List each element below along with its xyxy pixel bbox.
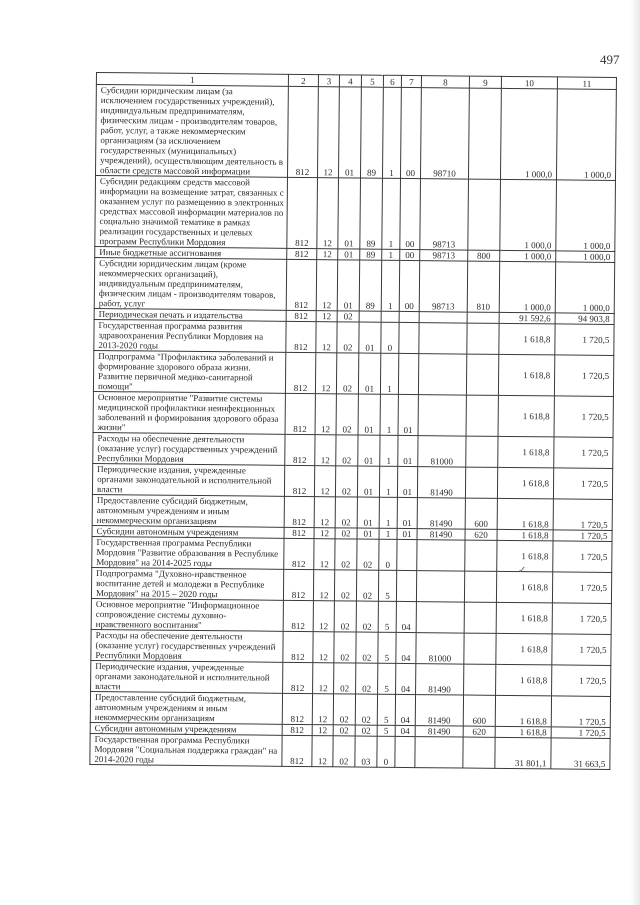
code-cell-col2: 812 — [283, 631, 313, 662]
code-cell-col7: 00 — [400, 249, 420, 260]
code-cell-col5: 02 — [356, 570, 378, 601]
code-cell-col2: 812 — [284, 496, 314, 527]
code-cell-col5: 01 — [357, 466, 379, 497]
row-name-cell: Субсидии автономным учреждениям — [92, 525, 284, 538]
row-name-cell: Субсидии юридическим лицам (кроме некоммерческих организаций), индивидуальным предпринимателям, физическим лицам - производителям товаров, работ, услуг — [94, 257, 286, 310]
code-cell-col6: 1 — [379, 528, 397, 539]
code-cell-col5: 02 — [355, 694, 377, 725]
code-cell-col4: 02 — [334, 601, 356, 632]
code-cell-col6: 0 — [381, 322, 399, 353]
header-cell-1: 1 — [96, 73, 288, 87]
code-cell-col4: 02 — [335, 528, 357, 539]
amount-cell-col11: 1 720,5 — [552, 634, 611, 666]
code-cell-col8 — [418, 395, 466, 436]
code-cell-col5: 01 — [359, 322, 381, 353]
code-cell-col4: 02 — [334, 570, 356, 601]
code-cell-col4: 02 — [336, 353, 358, 394]
code-cell-col2: 812 — [285, 393, 315, 434]
code-cell-col6: 5 — [377, 694, 395, 725]
code-cell-col8: 98710 — [420, 88, 469, 179]
header-cell-11: 11 — [557, 77, 616, 90]
code-cell-col8: 81000 — [418, 436, 466, 467]
code-cell-col8 — [416, 571, 464, 602]
code-cell-col4: 02 — [333, 736, 355, 767]
code-cell-col4: 01 — [338, 178, 361, 249]
header-cell-6: 6 — [383, 75, 401, 87]
code-cell-col9 — [466, 395, 498, 436]
amount-cell-col11: 1 720,5 — [552, 665, 611, 697]
code-cell-col2: 812 — [286, 310, 316, 321]
code-cell-col2: 812 — [284, 527, 314, 538]
table-row — [90, 733, 610, 769]
code-cell-col6: 1 — [379, 497, 397, 528]
code-cell-col6: 1 — [382, 249, 400, 260]
code-cell-col3: 12 — [313, 570, 334, 601]
code-cell-col9 — [464, 602, 496, 633]
table-row — [92, 463, 612, 499]
code-cell-col6: 5 — [378, 570, 396, 601]
code-cell-col9 — [466, 354, 498, 395]
table-row — [94, 257, 614, 313]
code-cell-col5: 89 — [359, 260, 381, 311]
code-cell-col4: 02 — [334, 632, 356, 663]
code-cell-col9: 600 — [463, 695, 495, 726]
amount-cell-col10: 1 618,8 — [497, 529, 553, 541]
code-cell-col6: 5 — [378, 601, 396, 632]
code-cell-col8: 98713 — [419, 261, 467, 312]
table-row — [96, 85, 617, 181]
code-cell-col3: 12 — [313, 632, 334, 663]
amount-cell-col10: 1 000,0 — [500, 250, 556, 262]
amount-cell-col10: 1 618,8 — [498, 436, 554, 468]
code-cell-col5: 02 — [356, 663, 378, 694]
code-cell-col8 — [415, 737, 463, 768]
code-cell-col8 — [417, 540, 465, 571]
code-cell-col7: 01 — [397, 528, 417, 539]
code-cell-col8: 81490 — [415, 695, 463, 726]
code-cell-col4: 02 — [337, 322, 359, 353]
code-cell-col5 — [359, 311, 381, 322]
code-cell-col8: 98713 — [420, 250, 468, 261]
code-cell-col3: 12 — [316, 322, 337, 353]
code-cell-col7 — [396, 570, 416, 601]
amount-cell-col11: 1 000,0 — [555, 262, 614, 314]
code-cell-col2: 812 — [282, 735, 312, 766]
code-cell-col8: 81490 — [417, 498, 465, 529]
amount-cell-col11: 1 000,0 — [556, 89, 616, 181]
table-row — [91, 629, 611, 665]
amount-cell-col10: 1 618,8 — [497, 540, 553, 572]
code-cell-col4: 01 — [338, 249, 360, 260]
budget-table — [89, 72, 617, 770]
amount-cell-col10: 1 000,0 — [499, 261, 555, 313]
amount-cell-col11: 94 903,8 — [555, 313, 614, 325]
code-cell-col7: 00 — [400, 178, 421, 249]
row-name-cell: Государственная программа Республики Мордовия "Развитие образования в Республике Мордовия" на 2014-2025 годы — [92, 536, 284, 569]
code-cell-col3: 12 — [317, 249, 338, 260]
row-name-cell: Периодические издания, учрежденные органами законодательной и исполнительной власти — [91, 660, 283, 693]
code-cell-col6: 1 — [379, 466, 397, 497]
header-cell-8: 8 — [421, 76, 469, 88]
code-cell-col4: 02 — [333, 725, 355, 736]
row-name-cell: Основное мероприятие "Развитие системы медицинской профилактики неинфекционных заболеваний и формирования здорового образа жизни" — [93, 391, 285, 434]
code-cell-col3: 12 — [314, 497, 335, 528]
amount-cell-col11: 1 000,0 — [556, 251, 615, 263]
code-cell-col9: 810 — [467, 261, 499, 312]
amount-cell-col10: 1 618,8 — [495, 726, 551, 738]
code-cell-col5: 02 — [355, 725, 377, 736]
table-row — [93, 432, 613, 468]
code-cell-col3: 12 — [314, 528, 335, 539]
code-cell-col2: 812 — [287, 248, 317, 259]
code-cell-col5: 89 — [360, 87, 383, 178]
code-cell-col5: 02 — [356, 632, 378, 663]
amount-cell-col11: 1 720,5 — [551, 727, 610, 739]
code-cell-col3: 12 — [316, 260, 337, 311]
page-number: 497 — [600, 52, 620, 67]
code-cell-col4: 02 — [334, 663, 356, 694]
row-name-cell: Основное мероприятие "Информационное сопровождение системы духовно-нравственного воспитания" — [91, 598, 283, 631]
code-cell-col2: 812 — [286, 259, 316, 310]
amount-cell-col10: 1 618,8 — [496, 602, 552, 634]
code-cell-col2: 812 — [286, 321, 316, 352]
code-cell-col8 — [419, 312, 467, 323]
code-cell-col8: 98713 — [420, 179, 469, 250]
row-name-cell: Государственная программа Республики Мордовия "Социальная поддержка граждан" на 2014-2020 годы — [90, 733, 282, 766]
amount-cell-col10: 1 000,0 — [500, 179, 557, 251]
code-cell-col5: 01 — [358, 435, 380, 466]
code-cell-col8 — [419, 323, 467, 354]
amount-cell-col11: 1 720,5 — [552, 603, 611, 635]
row-name-cell: Субсидии автономным учреждениям — [90, 722, 282, 735]
amount-cell-col10: 91 592,6 — [499, 312, 555, 324]
amount-cell-col10: 1 618,8 — [496, 633, 552, 665]
code-cell-col6: 5 — [378, 663, 396, 694]
code-cell-col3: 12 — [312, 725, 333, 736]
amount-cell-col11: 1 720,5 — [553, 499, 612, 531]
header-cell-2: 2 — [288, 74, 318, 86]
code-cell-col7: 04 — [396, 632, 416, 663]
code-cell-col9 — [468, 179, 501, 250]
code-cell-col7: 04 — [396, 601, 416, 632]
code-cell-col2: 812 — [282, 724, 312, 735]
code-cell-col6: 5 — [378, 632, 396, 663]
code-cell-col5: 03 — [355, 736, 377, 767]
table-row — [90, 691, 610, 727]
code-cell-col3: 12 — [314, 539, 335, 570]
code-cell-col6: 1 — [382, 178, 401, 249]
code-cell-col8: 81490 — [417, 467, 465, 498]
code-cell-col7: 01 — [398, 394, 418, 435]
table-row — [91, 660, 611, 696]
row-name-cell: Подпрограмма "Духовно-нравственное воспитание детей и молодежи в Республике Мордовия" на 2015 – 2020 годы — [91, 567, 283, 600]
code-cell-col3: 12 — [313, 601, 334, 632]
code-cell-col2: 812 — [285, 352, 315, 393]
code-cell-col8 — [418, 354, 466, 395]
row-name-cell: Иные бюджетные ассигнования — [95, 246, 287, 259]
code-cell-col7 — [399, 322, 419, 353]
code-cell-col8: 81490 — [417, 529, 465, 540]
table-row — [91, 598, 611, 634]
code-cell-col4: 02 — [335, 497, 357, 528]
code-cell-col2: 812 — [282, 693, 312, 724]
code-cell-col6: 1 — [380, 435, 398, 466]
table-row — [92, 494, 612, 530]
row-name-cell: Расходы на обеспечение деятельности (оказание услуг) государственных учреждений Республики Мордовия — [91, 629, 283, 662]
amount-cell-col11: 31 663,5 — [551, 738, 610, 770]
code-cell-col2: 812 — [285, 434, 315, 465]
code-cell-col5: 89 — [360, 178, 383, 249]
row-name-cell: Подпрограмма "Профилактика заболеваний и формирование здорового образа жизни. Развитие первичной медико-санитарной помощи" — [93, 350, 285, 393]
code-cell-col3: 12 — [316, 311, 337, 322]
code-cell-col7: 00 — [399, 260, 419, 311]
code-cell-col6: 0 — [377, 736, 395, 767]
code-cell-col7: 00 — [400, 87, 421, 178]
code-cell-col7: 01 — [397, 466, 417, 497]
code-cell-col7: 01 — [397, 497, 417, 528]
amount-cell-col10: 1 618,8 — [499, 323, 555, 355]
amount-cell-col11: 1 720,5 — [553, 468, 612, 500]
code-cell-col5: 01 — [358, 394, 380, 435]
code-cell-col7 — [397, 539, 417, 570]
code-cell-col2: 812 — [287, 177, 318, 248]
code-cell-col9 — [464, 633, 496, 664]
handwritten-check-mark: ✓ — [518, 565, 527, 576]
row-name-cell: Предоставление субсидий бюджетным, автономным учреждениям и иным некоммерческим организациям — [90, 691, 282, 724]
amount-cell-col11: 1 720,5 — [554, 396, 613, 438]
row-name-cell: Субсидии юридическим лицам (за исключением государственных учреждений), индивидуальным предпринимателям, физическим лицам - производителям товаров, работ, услуг, а также некоммерческим организациям (за исключением государственных (муниципальных) учреждений), осуществляющим деятельность в области средств массовой информации — [96, 85, 289, 178]
row-name-cell: Субсидии редакциям средств массовой информации на возмещение затрат, связанных с оказанием услуг по размещению в электронных средствах массовой информации материалов по социально значимой тематике в рамках реализации государственных и целевых программ Республики Мордовия — [95, 176, 288, 249]
header-cell-10: 10 — [501, 76, 557, 89]
header-cell-7: 7 — [401, 75, 421, 87]
code-cell-col5: 89 — [360, 249, 382, 260]
code-cell-col4: 02 — [336, 394, 358, 435]
code-cell-col4: 02 — [337, 311, 359, 322]
code-cell-col7: 04 — [395, 725, 415, 736]
code-cell-col9: 620 — [463, 726, 495, 737]
code-cell-col4: 02 — [336, 435, 358, 466]
header-cell-9: 9 — [469, 76, 501, 88]
code-cell-col2: 812 — [287, 86, 318, 177]
table-row — [93, 391, 613, 437]
code-cell-col9: 620 — [465, 529, 497, 540]
row-name-cell: Расходы на обеспечение деятельности (оказание услуг) государственных учреждений Республики Мордовия — [93, 432, 285, 465]
code-cell-col7: 01 — [398, 435, 418, 466]
code-cell-col9 — [468, 88, 501, 179]
code-cell-col2: 812 — [283, 600, 313, 631]
code-cell-col8: 81490 — [416, 664, 464, 695]
header-cell-3: 3 — [318, 75, 339, 87]
amount-cell-col10: 1 618,8 — [497, 467, 553, 499]
amount-cell-col10: 1 618,8 — [496, 664, 552, 696]
code-cell-col9 — [465, 540, 497, 571]
row-name-cell: Предоставление субсидий бюджетным, автономным учреждениям и иным некоммерческим организациям — [92, 494, 284, 527]
amount-cell-col11: 1 720,5 — [555, 324, 614, 356]
amount-cell-col11: 1 720,5 — [553, 530, 612, 542]
code-cell-col9 — [463, 737, 495, 768]
code-cell-col3: 12 — [312, 694, 333, 725]
code-cell-col5: 01 — [357, 528, 379, 539]
code-cell-col6: 1 — [380, 394, 398, 435]
code-cell-col9 — [464, 664, 496, 695]
table-row — [92, 536, 612, 572]
code-cell-col5: 01 — [358, 353, 380, 394]
code-cell-col3: 12 — [313, 663, 334, 694]
amount-cell-col11: 1 720,5 — [551, 696, 610, 728]
row-name-cell: Государственная программа развития здравоохранения Республики Мордовия на 2013-2020 годы — [94, 319, 286, 352]
code-cell-col9 — [467, 323, 499, 354]
code-cell-col4: 01 — [338, 87, 361, 178]
code-cell-col7 — [395, 736, 415, 767]
code-cell-col6: 5 — [377, 725, 395, 736]
code-cell-col2: 812 — [284, 465, 314, 496]
amount-cell-col11: 1 720,5 — [554, 437, 613, 469]
code-cell-col7 — [398, 353, 418, 394]
code-cell-col9 — [466, 436, 498, 467]
code-cell-col5: 02 — [356, 601, 378, 632]
code-cell-col9 — [467, 312, 499, 323]
code-cell-col3: 12 — [317, 87, 339, 178]
code-cell-col2: 812 — [283, 662, 313, 693]
code-cell-col9 — [465, 467, 497, 498]
amount-cell-col10: 1 618,8 — [496, 571, 552, 603]
code-cell-col8 — [416, 602, 464, 633]
amount-cell-col10: 1 618,8 — [495, 695, 551, 727]
amount-cell-col10: 31 801,1 — [495, 737, 551, 769]
amount-cell-col11: 1 000,0 — [556, 180, 616, 252]
code-cell-col5: 02 — [357, 539, 379, 570]
code-cell-col8: 81490 — [415, 726, 463, 737]
amount-cell-col10: 1 618,8 — [497, 498, 553, 530]
row-name-cell: Периодические издания, учрежденные органами законодательной и исполнительной власти — [92, 463, 284, 496]
amount-cell-col11: 1 720,5 — [552, 572, 611, 604]
table-row — [91, 567, 611, 603]
code-cell-col8: 81000 — [416, 633, 464, 664]
code-cell-col5: 01 — [357, 497, 379, 528]
code-cell-col6: 1 — [380, 353, 398, 394]
code-cell-col4: 02 — [335, 539, 357, 570]
amount-cell-col11: 1 720,5 — [553, 541, 612, 573]
code-cell-col2: 812 — [283, 569, 313, 600]
code-cell-col9: 600 — [465, 498, 497, 529]
code-cell-col7: 04 — [395, 694, 415, 725]
amount-cell-col10: 1 000,0 — [500, 88, 557, 180]
code-cell-col2: 812 — [284, 538, 314, 569]
code-cell-col3: 12 — [312, 736, 333, 767]
scan-edge-shadow — [630, 0, 640, 905]
code-cell-col4: 02 — [335, 466, 357, 497]
code-cell-col7 — [399, 311, 419, 322]
header-cell-5: 5 — [361, 75, 383, 87]
amount-cell-col11: 1 720,5 — [554, 355, 613, 397]
code-cell-col7: 04 — [396, 663, 416, 694]
row-name-cell: Периодическая печать и издательства — [94, 308, 286, 321]
table-row — [95, 176, 616, 252]
table-row — [94, 319, 614, 355]
header-cell-4: 4 — [339, 75, 361, 87]
code-cell-col4: 01 — [337, 260, 359, 311]
code-cell-col6: 1 — [381, 260, 399, 311]
amount-cell-col10: 1 618,8 — [498, 354, 554, 396]
code-cell-col9 — [464, 571, 496, 602]
code-cell-col3: 12 — [317, 178, 339, 249]
code-cell-col3: 12 — [315, 435, 336, 466]
code-cell-col6 — [381, 311, 399, 322]
code-cell-col6: 0 — [379, 539, 397, 570]
amount-cell-col10: 1 618,8 — [498, 395, 554, 437]
code-cell-col9: 800 — [468, 250, 500, 261]
code-cell-col3: 12 — [315, 394, 336, 435]
code-cell-col6: 1 — [382, 87, 401, 178]
code-cell-col4: 02 — [333, 694, 355, 725]
code-cell-col3: 12 — [314, 466, 335, 497]
table-row — [93, 350, 613, 396]
code-cell-col3: 12 — [315, 353, 336, 394]
